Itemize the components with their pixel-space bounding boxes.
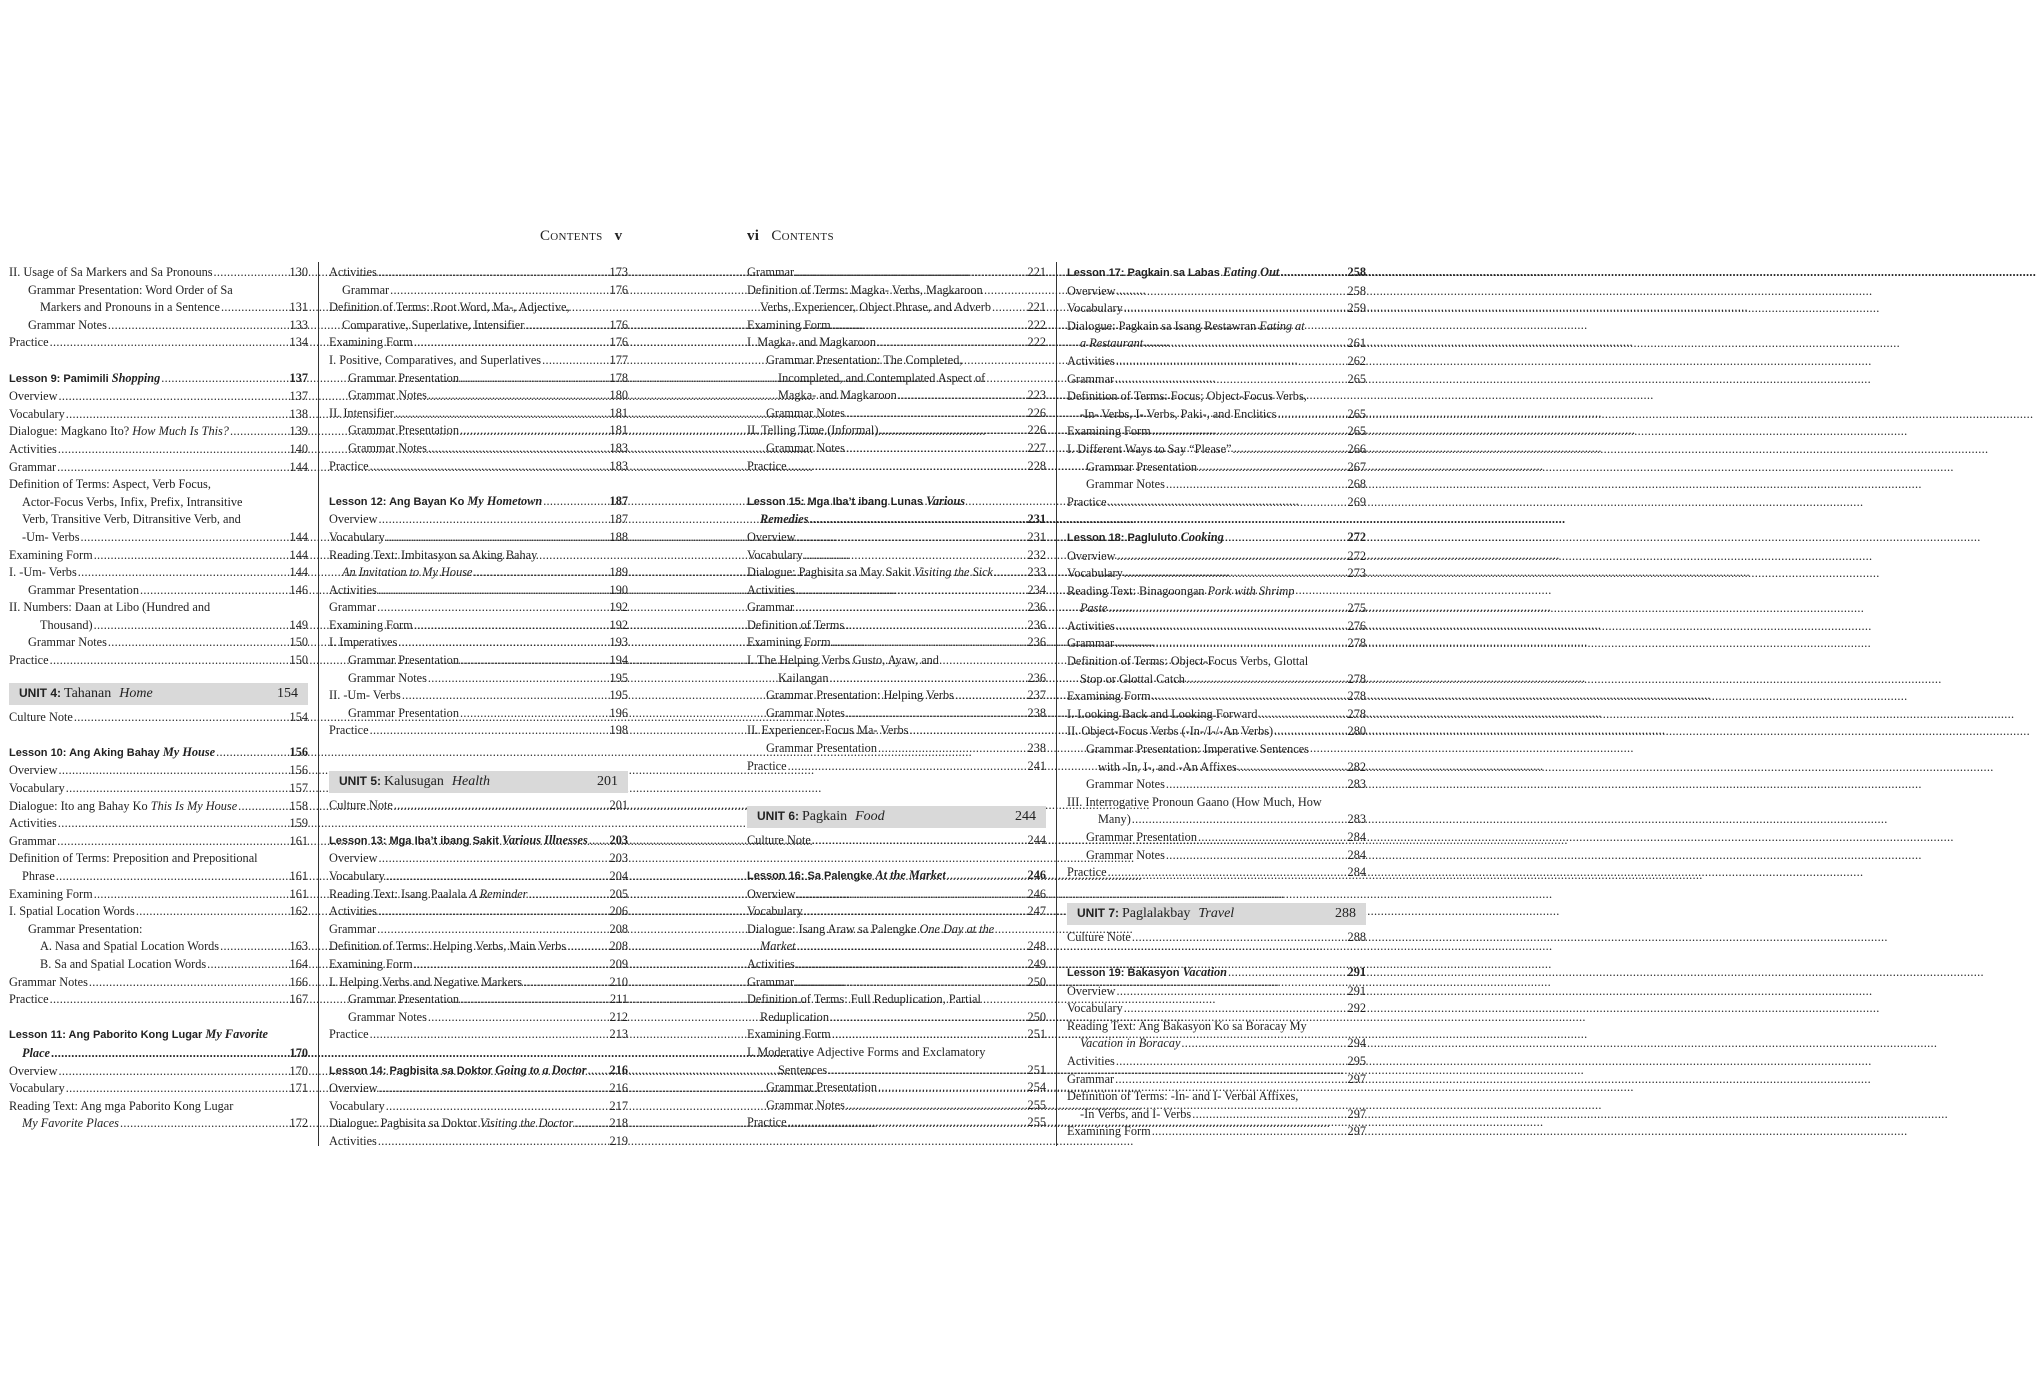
toc-entry[interactable]: Vocabulary ..... 157 bbox=[9, 780, 308, 798]
toc-entry[interactable]: An Invitation to My House ..... 189 bbox=[329, 564, 628, 582]
toc-entry[interactable]: Dialogue: Ito ang Bahay Ko This Is My House ..... 158 bbox=[9, 798, 308, 816]
toc-entry-line: Definition of Terms: Aspect, Verb Focus, bbox=[9, 477, 211, 492]
toc-entry-line: Dialogue: Isang Araw sa Palengke One Day at the bbox=[747, 921, 995, 936]
toc-entry[interactable]: -In- Verbs, I- Verbs, Paki-, and Enclitics ..... 265 bbox=[1067, 406, 1366, 424]
unit-5-banner[interactable]: UNIT 5: Kalusugan Health 201 bbox=[329, 771, 628, 793]
toc-entry[interactable]: A. Nasa and Spatial Location Words ..... 163 bbox=[9, 938, 308, 956]
toc-entry[interactable]: Grammar Presentation ..... 211 bbox=[329, 991, 628, 1009]
toc-entry[interactable]: Activities ..... 190 bbox=[329, 582, 628, 600]
toc-entry[interactable]: Vocabulary ..... 232 bbox=[747, 547, 1046, 565]
toc-entry[interactable]: Examining Form ..... 251 bbox=[747, 1026, 1046, 1044]
toc-entry[interactable]: Sentences ..... 251 bbox=[747, 1062, 1046, 1080]
toc-entry-line: Definition of Terms: Focus; Object-Focus Verbs, bbox=[1067, 389, 1307, 404]
toc-entry[interactable]: Thousand) ..... 149 bbox=[9, 617, 308, 635]
toc-entry[interactable]: II. Intensifier ..... 181 bbox=[329, 405, 628, 423]
toc-entry[interactable]: Vocabulary ..... 247 bbox=[747, 903, 1046, 921]
lesson-heading[interactable]: Lesson 12: Ang Bayan Ko My Hometown ..... 187 bbox=[329, 493, 628, 512]
toc-entry[interactable]: Vacation in Boracay ..... 294 bbox=[1067, 1035, 1366, 1053]
toc-entry[interactable]: Activities ..... 219 bbox=[329, 1133, 628, 1151]
toc-entry[interactable]: Vocabulary ..... 292 bbox=[1067, 1000, 1366, 1018]
toc-entry[interactable]: B. Sa and Spatial Location Words ..... 164 bbox=[9, 956, 308, 974]
lesson-heading-line[interactable]: Place ..... 170 bbox=[9, 1045, 308, 1063]
toc-entry[interactable]: I. Helping Verbs and Negative Markers ..... 210 bbox=[329, 974, 628, 992]
toc-entry[interactable]: Grammar Presentation ..... 194 bbox=[329, 652, 628, 670]
toc-entry[interactable]: a Restaurant ..... 261 bbox=[1067, 335, 1366, 353]
lesson-heading-line[interactable]: Remedies ..... 231 bbox=[747, 511, 1046, 529]
toc-entry[interactable]: Activities ..... 159 bbox=[9, 815, 308, 833]
toc-entry[interactable]: Culture Note ..... 154 bbox=[9, 709, 308, 727]
toc-entry[interactable]: Culture Note ..... 244 bbox=[747, 832, 1046, 850]
toc-entry[interactable]: Activities ..... 234 bbox=[747, 582, 1046, 600]
toc-entry[interactable]: Practice ..... 213 bbox=[329, 1026, 628, 1044]
toc-entry[interactable]: II. Object-Focus Verbs (-In-/I-/-An Verbs) ..... 280 bbox=[1067, 723, 1366, 741]
toc-entry[interactable]: I. Spatial Location Words ..... 162 bbox=[9, 903, 308, 921]
toc-entry[interactable]: Grammar Presentation: Helping Verbs ..... 237 bbox=[747, 687, 1046, 705]
toc-entry-line: Reading Text: Binagoongan Pork with Shrimp bbox=[1067, 583, 1295, 598]
toc-entry[interactable]: Vocabulary ..... 188 bbox=[329, 529, 628, 547]
toc-entry[interactable]: Grammar ..... 236 bbox=[747, 599, 1046, 617]
toc-entry[interactable]: I. Different Ways to Say “Please” ..... 266 bbox=[1067, 441, 1366, 459]
toc-entry[interactable]: Reading Text: Isang Paalala A Reminder ..... 205 bbox=[329, 886, 628, 904]
toc-entry[interactable]: with -In, I-, and -An Affixes ..... 282 bbox=[1067, 759, 1366, 777]
lesson-heading[interactable]: Lesson 17: Pagkain sa Labas Eating Out ..... 258 bbox=[1067, 264, 1366, 283]
toc-entry[interactable]: Culture Note ..... 201 bbox=[329, 797, 628, 815]
toc-entry-line: Grammar Presentation: Imperative Sentences bbox=[1086, 742, 1309, 757]
unit-7-banner[interactable]: UNIT 7: Paglalakbay Travel 288 bbox=[1067, 903, 1366, 925]
toc-entry[interactable]: Examining Form ..... 265 bbox=[1067, 423, 1366, 441]
toc-entry[interactable]: Grammar Presentation ..... 254 bbox=[747, 1079, 1046, 1097]
toc-entry-line: Actor-Focus Verbs, Infix, Prefix, Intransitive bbox=[22, 494, 243, 509]
toc-entry[interactable]: Overview ..... 246 bbox=[747, 886, 1046, 904]
toc-column-4 bbox=[1067, 264, 1366, 1141]
lesson-heading[interactable]: Lesson 13: Mga Iba’t ibang Sakit Various Illnesses ..... 203 bbox=[329, 832, 628, 851]
toc-entry[interactable]: Many) ..... 283 bbox=[1067, 811, 1366, 829]
toc-entry[interactable]: -In Verbs, and I- Verbs ..... 297 bbox=[1067, 1106, 1366, 1124]
toc-entry[interactable]: Dialogue: Pagbisita sa May Sakit Visiting the Sick ..... 233 bbox=[747, 564, 1046, 582]
toc-entry[interactable]: Practice ..... 255 bbox=[747, 1114, 1046, 1132]
toc-entry[interactable]: Grammar Presentation ..... 181 bbox=[329, 422, 628, 440]
toc-entry-line: Definition of Terms: Magka- Verbs, Magkaroon bbox=[747, 282, 983, 297]
toc-entry[interactable]: I. Imperatives ..... 193 bbox=[329, 634, 628, 652]
toc-entry[interactable]: Practice ..... 183 bbox=[329, 458, 628, 476]
toc-entry[interactable]: Vocabulary ..... 273 bbox=[1067, 565, 1366, 583]
toc-entry[interactable]: Examining Form ..... 222 bbox=[747, 317, 1046, 335]
lesson-heading[interactable]: Lesson 16: Sa Palengke At the Market ..... 246 bbox=[747, 867, 1046, 886]
toc-entry[interactable]: Markers and Pronouns in a Sentence ..... 131 bbox=[9, 299, 308, 317]
toc-entry[interactable]: Grammar Notes ..... 180 bbox=[329, 387, 628, 405]
toc-entry[interactable]: Grammar ..... 278 bbox=[1067, 635, 1366, 653]
toc-column-2 bbox=[329, 264, 628, 1151]
toc-entry[interactable]: Activities ..... 173 bbox=[329, 264, 628, 282]
toc-column-1 bbox=[9, 264, 308, 1133]
toc-entry[interactable]: Grammar Notes ..... 283 bbox=[1067, 776, 1366, 794]
toc-entry[interactable]: Definition of Terms ..... 236 bbox=[747, 617, 1046, 635]
toc-entry[interactable]: Grammar ..... 221 bbox=[747, 264, 1046, 282]
toc-entry-line: Reading Text: Ang Bakasyon Ko sa Boracay My bbox=[1067, 1018, 1307, 1033]
toc-entry[interactable]: Practice ..... 284 bbox=[1067, 864, 1366, 882]
toc-entry[interactable]: Vocabulary ..... 259 bbox=[1067, 300, 1366, 318]
toc-entry[interactable]: Grammar Notes ..... 212 bbox=[329, 1009, 628, 1027]
toc-entry[interactable]: Grammar ..... 144 bbox=[9, 459, 308, 477]
toc-entry[interactable]: Grammar Presentation ..... 146 bbox=[9, 582, 308, 600]
toc-entry[interactable]: Grammar Notes ..... 133 bbox=[9, 317, 308, 335]
toc-entry[interactable]: Overview ..... 170 bbox=[9, 1063, 308, 1081]
toc-entry[interactable]: Practice ..... 228 bbox=[747, 458, 1046, 476]
lesson-heading[interactable]: Lesson 11: Ang Paborito Kong Lugar My Favorite bbox=[9, 1027, 268, 1042]
toc-column-3 bbox=[747, 264, 1046, 1132]
toc-entry-line: Definition of Terms: Object-Focus Verbs, Glottal bbox=[1067, 654, 1309, 669]
toc-entry[interactable]: Magka- and Magkaroon ..... 223 bbox=[747, 387, 1046, 405]
toc-entry[interactable]: II. -Um- Verbs ..... 195 bbox=[329, 687, 628, 705]
toc-entry[interactable]: Activities ..... 206 bbox=[329, 903, 628, 921]
toc-entry[interactable]: Overview ..... 291 bbox=[1067, 983, 1366, 1001]
left-page-header bbox=[540, 228, 622, 245]
toc-entry[interactable]: Practice ..... 198 bbox=[329, 722, 628, 740]
toc-entry[interactable]: Grammar ..... 250 bbox=[747, 974, 1046, 992]
header-title: Contents bbox=[540, 228, 603, 244]
toc-entry[interactable]: Grammar Notes ..... 255 bbox=[747, 1097, 1046, 1115]
toc-entry[interactable]: Examining Form ..... 278 bbox=[1067, 688, 1366, 706]
toc-entry[interactable]: Definition of Terms: Helping Verbs, Main Verbs ..... 208 bbox=[329, 938, 628, 956]
toc-entry[interactable]: Examining Form ..... 236 bbox=[747, 634, 1046, 652]
toc-entry-line: Verb, Transitive Verb, Ditransitive Verb, and bbox=[22, 512, 241, 527]
toc-entry[interactable]: I. Positive, Comparatives, and Superlatives ..... 177 bbox=[329, 352, 628, 370]
page-number: v bbox=[614, 228, 623, 244]
toc-entry[interactable]: Activities ..... 295 bbox=[1067, 1053, 1366, 1071]
toc-entry[interactable]: Examining Form ..... 192 bbox=[329, 617, 628, 635]
toc-entry[interactable]: -Um- Verbs ..... 144 bbox=[9, 529, 308, 547]
toc-entry[interactable]: Grammar Notes ..... 226 bbox=[747, 405, 1046, 423]
lesson-heading[interactable]: Lesson 19: Bakasyon Vacation ..... 291 bbox=[1067, 964, 1366, 983]
toc-entry-line: I. The Helping Verbs Gusto, Ayaw, and bbox=[747, 653, 939, 668]
right-page-header bbox=[747, 228, 834, 245]
toc-entry[interactable]: I. Magka- and Magkaroon ..... 222 bbox=[747, 334, 1046, 352]
toc-entry[interactable]: Grammar Notes ..... 195 bbox=[329, 670, 628, 688]
header-title: Contents bbox=[771, 228, 834, 244]
toc-entry[interactable]: Grammar ..... 297 bbox=[1067, 1071, 1366, 1089]
lesson-heading[interactable]: Lesson 15: Mga Iba’t ibang Lunas Various bbox=[747, 493, 966, 508]
unit-6-banner[interactable]: UNIT 6: Pagkain Food 244 bbox=[747, 806, 1046, 828]
toc-entry[interactable]: Verbs, Experiencer, Object Phrase, and Adverb ..... 221 bbox=[747, 299, 1046, 317]
toc-entry[interactable]: Practice ..... 269 bbox=[1067, 494, 1366, 512]
toc-entry-line: III. Interrogative Pronoun Gaano (How Much, How bbox=[1067, 794, 1322, 809]
toc-entry-line: Incompleted, and Contemplated Aspect of bbox=[778, 370, 986, 385]
toc-entry[interactable]: Overview ..... 231 bbox=[747, 529, 1046, 547]
toc-entry[interactable]: Overview ..... 187 bbox=[329, 511, 628, 529]
toc-entry[interactable]: Activities ..... 140 bbox=[9, 441, 308, 459]
toc-entry[interactable]: Examining Form ..... 144 bbox=[9, 547, 308, 565]
toc-entry[interactable]: Overview ..... 272 bbox=[1067, 548, 1366, 566]
toc-entry[interactable]: Grammar Presentation ..... 238 bbox=[747, 740, 1046, 758]
toc-entry[interactable]: Overview ..... 137 bbox=[9, 388, 308, 406]
toc-entry[interactable]: Grammar Presentation ..... 284 bbox=[1067, 829, 1366, 847]
toc-entry[interactable]: Grammar Notes ..... 166 bbox=[9, 974, 308, 992]
toc-entry[interactable]: Dialogue: Magkano Ito? How Much Is This? ..... 139 bbox=[9, 423, 308, 441]
page-number: vi bbox=[747, 228, 760, 244]
toc-entry[interactable]: Grammar ..... 208 bbox=[329, 921, 628, 939]
toc-entry[interactable]: Comparative, Superlative, Intensifier ..... 176 bbox=[329, 317, 628, 335]
toc-entry-line: II. Numbers: Daan at Libo (Hundred and bbox=[9, 600, 211, 615]
toc-entry-line: Grammar Presentation: bbox=[28, 921, 143, 936]
toc-entry-line: Definition of Terms: Preposition and Prepositional bbox=[9, 851, 258, 866]
toc-entry[interactable]: Overview ..... 156 bbox=[9, 762, 308, 780]
toc-entry[interactable]: Grammar Presentation ..... 267 bbox=[1067, 459, 1366, 477]
toc-entry[interactable]: II. Usage of Sa Markers and Sa Pronouns ..... 130 bbox=[9, 264, 308, 282]
toc-entry[interactable]: Practice ..... 150 bbox=[9, 652, 308, 670]
toc-entry-line: Definition of Terms: Root Word, Ma-, Adjective, bbox=[329, 300, 570, 315]
toc-entry[interactable]: Phrase ..... 161 bbox=[9, 868, 308, 886]
toc-entry[interactable]: Grammar Presentation ..... 196 bbox=[329, 705, 628, 723]
toc-entry[interactable]: Grammar ..... 161 bbox=[9, 833, 308, 851]
toc-entry[interactable]: Grammar ..... 192 bbox=[329, 599, 628, 617]
toc-entry-line: Definition of Terms: Full Reduplication, Partial bbox=[747, 992, 981, 1007]
toc-entry[interactable]: Stop or Glottal Catch ..... 278 bbox=[1067, 671, 1366, 689]
toc-entry[interactable]: Practice ..... 241 bbox=[747, 758, 1046, 776]
toc-entry[interactable]: Examining Form ..... 161 bbox=[9, 886, 308, 904]
toc-entry-line: Reading Text: Ang mga Paborito Kong Lugar bbox=[9, 1098, 234, 1113]
toc-entry[interactable]: Market ..... 248 bbox=[747, 938, 1046, 956]
unit-4-banner[interactable]: UNIT 4: Tahanan Home 154 bbox=[9, 683, 308, 705]
toc-entry[interactable]: I. -Um- Verbs ..... 144 bbox=[9, 564, 308, 582]
lesson-heading[interactable]: Lesson 18: Pagluluto Cooking ..... 272 bbox=[1067, 529, 1366, 548]
toc-entry[interactable]: Grammar Notes ..... 183 bbox=[329, 440, 628, 458]
toc-entry[interactable]: Examining Form ..... 176 bbox=[329, 334, 628, 352]
lesson-heading[interactable]: Lesson 14: Pagbisita sa Doktor Going to a Doctor ..... 216 bbox=[329, 1062, 628, 1081]
lesson-heading[interactable]: Lesson 10: Ang Aking Bahay My House ..... 156 bbox=[9, 744, 308, 763]
toc-entry[interactable]: Overview ..... 258 bbox=[1067, 283, 1366, 301]
toc-entry[interactable]: Culture Note ..... 288 bbox=[1067, 929, 1366, 947]
toc-entry[interactable]: My Favorite Places ..... 172 bbox=[9, 1115, 308, 1133]
toc-entry[interactable]: Vocabulary ..... 138 bbox=[9, 406, 308, 424]
toc-entry[interactable]: Grammar Notes ..... 150 bbox=[9, 634, 308, 652]
toc-entry[interactable]: Kailangan ..... 236 bbox=[747, 670, 1046, 688]
toc-entry[interactable]: Grammar Presentation ..... 178 bbox=[329, 370, 628, 388]
toc-entry[interactable]: Grammar Notes ..... 227 bbox=[747, 440, 1046, 458]
toc-entry[interactable]: Grammar Notes ..... 238 bbox=[747, 705, 1046, 723]
lesson-heading[interactable]: Lesson 9: Pamimili Shopping ..... 137 bbox=[9, 370, 308, 389]
toc-entry-line: Grammar Presentation: The Completed, bbox=[766, 352, 963, 367]
toc-entry[interactable]: I. Looking Back and Looking Forward ..... 278 bbox=[1067, 706, 1366, 724]
toc-entry[interactable]: Dialogue: Pagbisita sa Doktor Visiting the Doctor ..... 218 bbox=[329, 1115, 628, 1133]
toc-entry-line: Grammar Presentation: Word Order of Sa bbox=[28, 282, 233, 297]
toc-entry[interactable]: Paste ..... 275 bbox=[1067, 600, 1366, 618]
toc-entry[interactable]: Activities ..... 249 bbox=[747, 956, 1046, 974]
toc-entry-line: Reading Text: Imbitasyon sa Aking Bahay bbox=[329, 547, 538, 562]
toc-entry[interactable]: Vocabulary ..... 217 bbox=[329, 1098, 628, 1116]
toc-entry[interactable]: Practice ..... 134 bbox=[9, 334, 308, 352]
toc-entry-line: Definition of Terms: -In- and I- Verbal Affixes, bbox=[1067, 1089, 1299, 1104]
toc-entry[interactable]: Practice ..... 167 bbox=[9, 991, 308, 1009]
toc-entry[interactable]: II. Experiencer-Focus Ma- Verbs ..... bbox=[747, 722, 1046, 740]
toc-entry[interactable]: Overview ..... 203 bbox=[329, 850, 628, 868]
toc-entry[interactable]: Reduplication ..... 250 bbox=[747, 1009, 1046, 1027]
toc-entry[interactable]: II. Telling Time (Informal) ..... 226 bbox=[747, 422, 1046, 440]
toc-entry[interactable]: Grammar Notes ..... 268 bbox=[1067, 476, 1366, 494]
toc-entry[interactable]: Overview ..... 216 bbox=[329, 1080, 628, 1098]
toc-entry[interactable]: Vocabulary ..... 204 bbox=[329, 868, 628, 886]
toc-entry-line: I. Moderative Adjective Forms and Exclamatory bbox=[747, 1044, 986, 1059]
toc-entry-line: Dialogue: Pagkain sa Isang Restawran Eating at bbox=[1067, 318, 1305, 333]
toc-entry[interactable]: Examining Form ..... 209 bbox=[329, 956, 628, 974]
toc-entry[interactable]: Activities ..... 276 bbox=[1067, 618, 1366, 636]
toc-entry[interactable]: Grammar ..... 176 bbox=[329, 282, 628, 300]
toc-entry[interactable]: Activities ..... 262 bbox=[1067, 353, 1366, 371]
toc-entry[interactable]: Grammar Notes ..... 284 bbox=[1067, 847, 1366, 865]
toc-entry[interactable]: Vocabulary ..... 171 bbox=[9, 1080, 308, 1098]
toc-entry[interactable]: Grammar ..... 265 bbox=[1067, 371, 1366, 389]
toc-entry[interactable]: Examining Form ..... 297 bbox=[1067, 1123, 1366, 1141]
